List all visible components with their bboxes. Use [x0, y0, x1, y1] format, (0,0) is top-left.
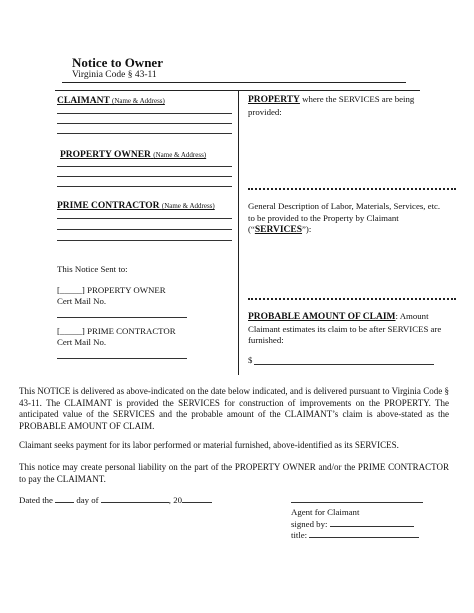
claimant-sublabel: (Name & Address)	[111, 97, 165, 105]
agent-label: Agent for Claimant	[291, 507, 360, 517]
property-section	[248, 94, 443, 118]
services-section	[248, 201, 458, 237]
prime-cert-mail-label: Cert Mail No.	[57, 337, 107, 347]
property-text-1: where the SERVICES are being	[299, 94, 415, 104]
property-text-2: provided:	[248, 106, 282, 117]
owner-line-2[interactable]	[57, 176, 232, 177]
owner-checkbox[interactable]: [_____]	[57, 285, 85, 295]
prime-checkbox[interactable]: [_____]	[57, 326, 85, 336]
prime-line-3[interactable]	[57, 240, 232, 241]
owner-sublabel: (Name & Address)	[153, 151, 207, 159]
dated-label: Dated the	[19, 495, 53, 505]
page-title: Notice to Owner	[72, 55, 163, 70]
prime-line-1[interactable]	[57, 218, 232, 219]
owner-cert-mail-label: Cert Mail No.	[57, 296, 107, 306]
services-divider	[248, 298, 456, 300]
services-desc-1: General Description of Labor, Materials, Services, etc.	[248, 201, 441, 211]
services-open: (“	[248, 224, 255, 234]
month-field[interactable]	[101, 494, 169, 503]
title-field[interactable]	[309, 529, 419, 538]
year-field[interactable]	[182, 494, 212, 503]
header-rule	[62, 82, 406, 83]
claim-label: PROBABLE AMOUNT OF CLAIM	[248, 312, 396, 322]
prime-label: PRIME CONTRACTOR	[57, 201, 160, 211]
claimant-line-1[interactable]	[57, 113, 232, 114]
year-label: , 20	[168, 495, 182, 505]
claim-amount-line[interactable]	[254, 364, 434, 365]
prime-checkbox-row[interactable]	[57, 326, 176, 338]
notice-paragraph-2: Claimant seeks payment for its labor performed or material furnished, above-identified as its SERVICES.	[19, 440, 399, 450]
claimant-heading	[57, 96, 165, 106]
statute-reference: Virginia Code § 43-11	[72, 70, 157, 80]
notice-paragraph-3: This notice may create personal liability on the part of the PROPERTY OWNER and/or the PRIME CONTRACTOR to pay the CLAIMANT.	[19, 462, 449, 484]
agent-signature-line[interactable]	[291, 502, 423, 503]
property-divider	[248, 188, 456, 190]
claim-dollar-sign: $	[248, 355, 253, 365]
claim-text-1: Claimant estimates its claim to be after SERVICES are	[248, 323, 442, 334]
day-of-label: day of	[76, 495, 99, 505]
notice-paragraph-1: This NOTICE is delivered as above-indicated on the date below indicated, and is delivered pursuant to Virginia Code § 43-11. The CLAIMANT is provided the SERVICES for construction of improvements on the PROPERTY. The anticipated value of the SERVICES and the probable amount of the CLAIMANT’s claim is above-stated as the PROBABLE AMOUNT OF CLAIM.	[19, 386, 449, 431]
owner-heading	[60, 150, 206, 160]
title-row	[291, 529, 419, 542]
property-label: PROPERTY	[248, 95, 300, 105]
claimant-line-2[interactable]	[57, 123, 232, 124]
claimant-label: CLAIMANT	[57, 96, 110, 106]
column-divider	[238, 90, 239, 375]
owner-line-1[interactable]	[57, 166, 232, 167]
signed-by-label: signed by:	[291, 519, 328, 529]
sent-to-label: This Notice Sent to:	[57, 264, 128, 274]
prime-line-2[interactable]	[57, 229, 232, 230]
claim-after: : Amount	[395, 311, 429, 321]
dated-row	[19, 494, 212, 507]
prime-heading	[57, 201, 215, 211]
services-close: ”):	[302, 224, 312, 234]
services-term: SERVICES	[254, 225, 303, 235]
claim-text-2: furnished:	[248, 335, 284, 345]
claim-section	[248, 311, 460, 347]
owner-cert-mail-line[interactable]	[57, 317, 187, 318]
owner-line-3[interactable]	[57, 186, 232, 187]
claimant-line-3[interactable]	[57, 133, 232, 134]
services-desc-2: to be provided to the Property by Claimant	[248, 212, 399, 223]
owner-checkbox-label: PROPERTY OWNER	[87, 285, 166, 295]
prime-cert-mail-line[interactable]	[57, 358, 187, 359]
title-label: title:	[291, 530, 308, 540]
owner-checkbox-row[interactable]	[57, 285, 166, 297]
owner-label: PROPERTY OWNER	[60, 150, 151, 160]
prime-sublabel: (Name & Address)	[161, 202, 215, 210]
prime-checkbox-label: PRIME CONTRACTOR	[87, 326, 176, 336]
signed-by-field[interactable]	[330, 518, 414, 527]
day-field[interactable]	[55, 494, 74, 503]
